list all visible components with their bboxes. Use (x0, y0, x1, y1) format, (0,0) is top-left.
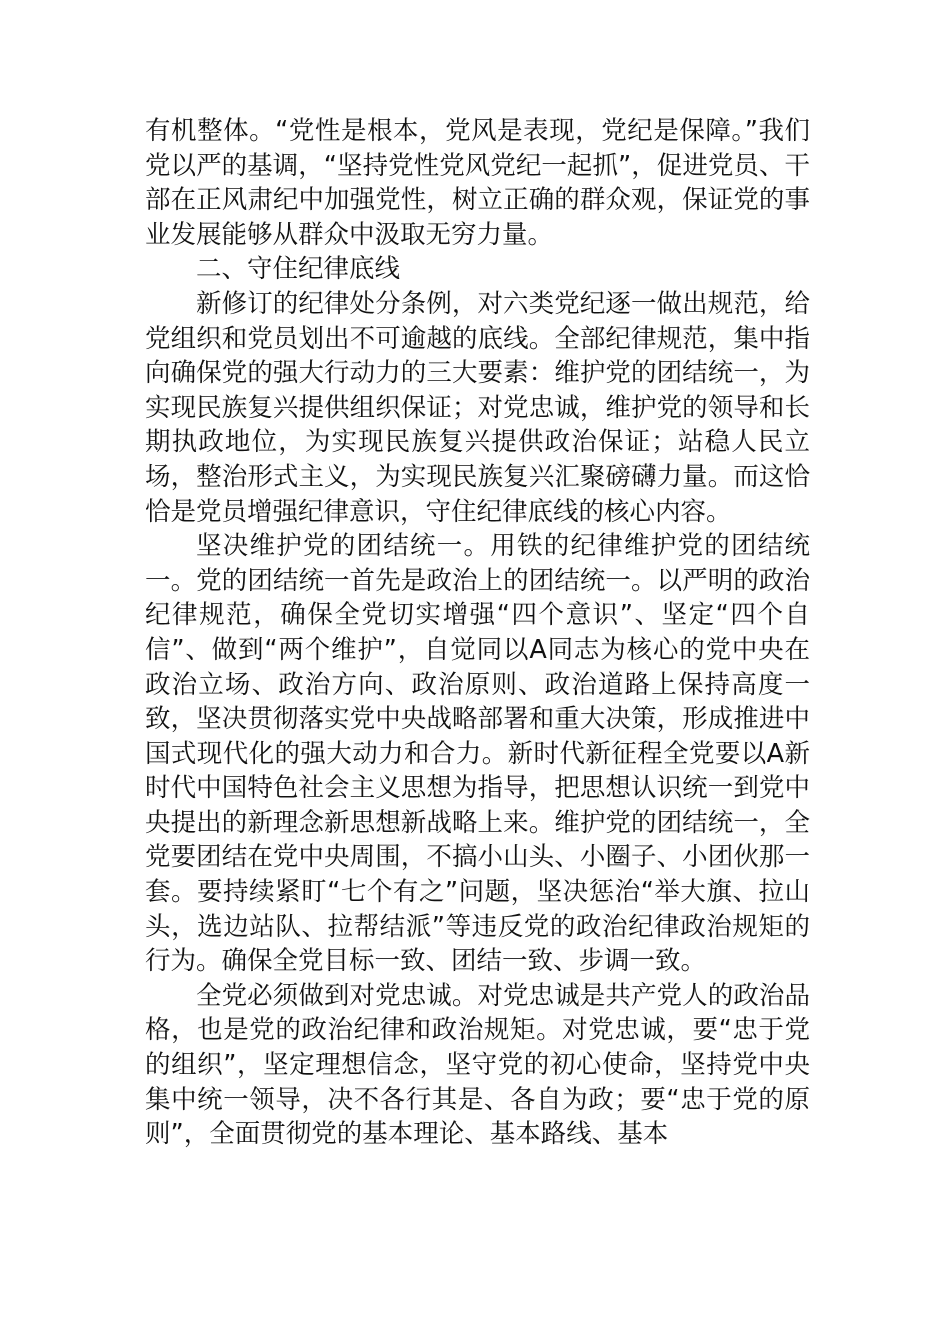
body-text (145, 114, 810, 1152)
paragraph: 全党必须做到对党忠诚。对党忠诚是共产党人的政治品格，也是党的政治纪律和政治规矩。对党忠诚，要“忠于党的组织”，坚定理想信念，坚守党的初心使命，坚持党中央集中统一领导，决不各行其是、各自为政；要“忠于党的原则”，全面贯彻党的基本理论、基本路线、基本 (145, 980, 810, 1150)
paragraph-continued: 有机整体。“党性是根本，党风是表现，党纪是保障。”我们党以严的基调，“坚持党性党风党纪一起抓”，促进党员、干部在正风肃纪中加强党性，树立正确的群众观，保证党的事业发展能够从群众中汲取无穷力量。 (145, 116, 810, 250)
paragraph: 坚决维护党的团结统一。用铁的纪律维护党的团结统一。党的团结统一首先是政治上的团结统一。以严明的政治纪律规范，确保全党切实增强“四个意识”、坚定“四个自信”、做到“两个维护”，自觉同以A同志为核心的党中央在政治立场、政治方向、政治原则、政治道路上保持高度一致，坚决贯彻落实党中央战略部署和重大决策，形成推进中国式现代化的强大动力和合力。新时代新征程全党要以A新时代中国特色社会主义思想为指导，把思想认识统一到党中央提出的新理念新思想新战略上来。维护党的团结统一，全党要团结在党中央周围，不搞小山头、小圈子、小团伙那一套。要持续紧盯“七个有之”问题，坚决惩治“举大旗、拉山头，选边站队、拉帮结派”等违反党的政治纪律政治规矩的行为。确保全党目标一致、团结一致、步调一致。 (145, 531, 810, 977)
section-heading: 二、守住纪律底线 (196, 254, 401, 285)
paragraph: 新修订的纪律处分条例，对六类党纪逐一做出规范，给党组织和党员划出不可逾越的底线。全部纪律规范，集中指向确保党的强大行动力的三大要素：维护党的团结统一，为实现民族复兴提供组织保证；对党忠诚，维护党的领导和长期执政地位，为实现民族复兴提供政治保证；站稳人民立场，整治形式主义，为实现民族复兴汇聚磅礴力量。而这恰恰是党员增强纪律意识，守住纪律底线的核心内容。 (145, 288, 810, 527)
